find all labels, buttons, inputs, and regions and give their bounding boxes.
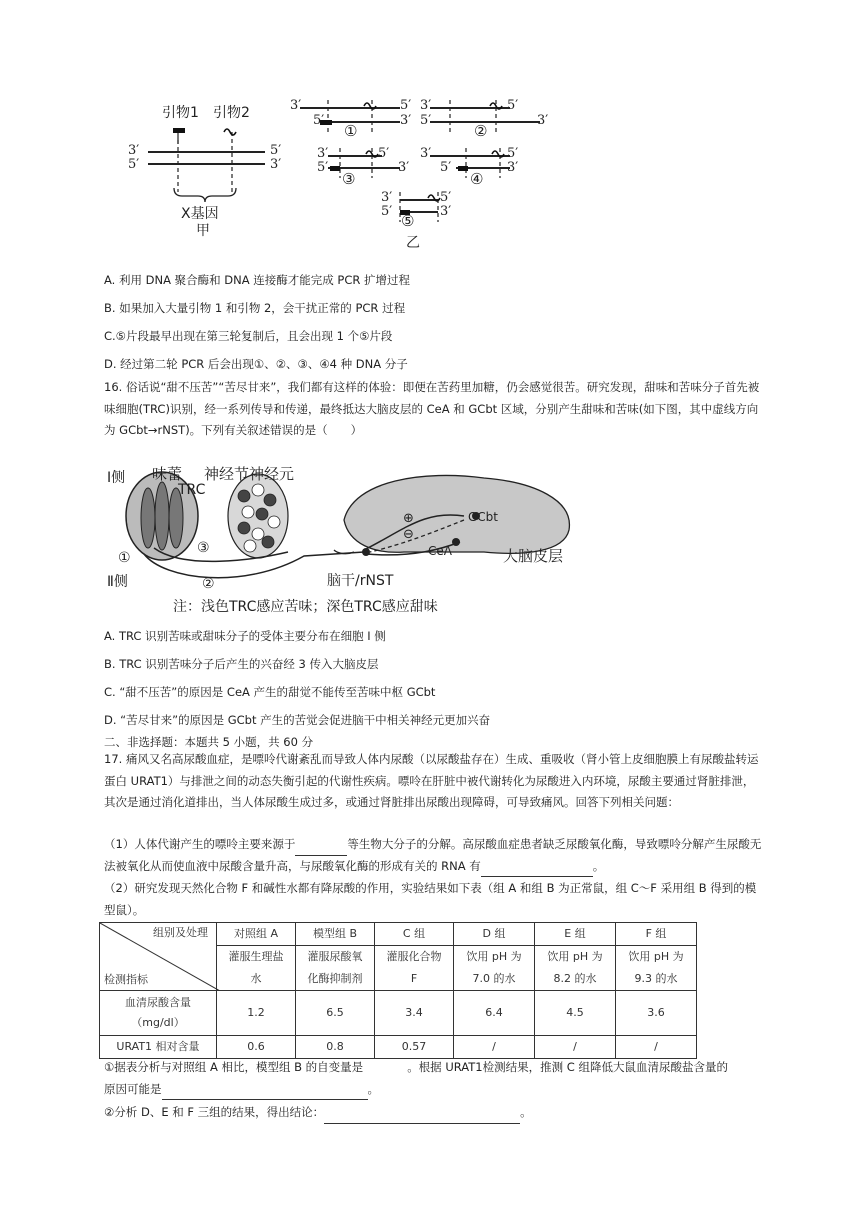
fig15-end-label: 5′ bbox=[507, 98, 519, 113]
table-corner-cell bbox=[100, 923, 217, 991]
fig15-end-label: 3′ bbox=[381, 190, 393, 205]
table-cell: 灌服尿酸氧 bbox=[296, 946, 375, 969]
table-cell: 7.0 的水 bbox=[454, 968, 535, 991]
fig15-end-label: 3′ bbox=[270, 157, 282, 172]
fig15-end-label: 5′ bbox=[378, 146, 390, 161]
row-label-line: （mg/dl） bbox=[131, 1016, 185, 1029]
fig15-end-label: 3′ bbox=[400, 113, 412, 128]
fig15-end-label: 5′ bbox=[313, 113, 325, 128]
table-cell: F bbox=[375, 968, 454, 991]
q15-option-c: C.⑤片段最早出现在第三轮复制后，且会出现 1 个⑤片段 bbox=[104, 329, 393, 343]
table-cell: 水 bbox=[217, 968, 296, 991]
q17-a1-part: 原因可能是 bbox=[104, 1081, 162, 1096]
q17-a1-part: 。 bbox=[367, 1081, 379, 1096]
primer2-label: 引物2 bbox=[213, 105, 250, 121]
q17-a2-part: ②分析 D、E 和 F 三组的结果，得出结论： bbox=[104, 1105, 325, 1119]
q17-a2-part: 。 bbox=[520, 1105, 532, 1119]
answer-blank[interactable] bbox=[481, 863, 593, 877]
path-3-label: ③ bbox=[197, 540, 210, 556]
fragment-5-label: ⑤ bbox=[401, 212, 415, 230]
q17-answer-2 bbox=[104, 1102, 764, 1124]
answer-blank[interactable] bbox=[162, 1086, 368, 1100]
cea-label: CeA bbox=[428, 544, 452, 558]
table-cell: 3.6 bbox=[616, 991, 697, 1036]
brainstem-label: 脑干/rNST bbox=[327, 573, 394, 589]
table-cell: 0.57 bbox=[375, 1036, 454, 1059]
table-cell: 9.3 的水 bbox=[616, 968, 697, 991]
q17-s1-part-b: 等生物大分子的分解。高尿酸血症患者缺乏尿酸氧化酶，导致嘌呤分解产生尿酸无法被氧化从而使血液中尿酸含量升高，与尿酸氧化酶的形成有关的 RNA 有 bbox=[104, 837, 762, 873]
table-cell: / bbox=[535, 1036, 616, 1059]
figure-caption-yi: 乙 bbox=[406, 235, 420, 251]
corner-bottom-label: 检测指标 bbox=[104, 973, 148, 986]
q16-option-c: C. “甜不压苦”的原因是 CeA 产生的甜觉不能传至苦味中枢 GCbt bbox=[104, 685, 436, 699]
fig15-end-label: 3′ bbox=[440, 204, 452, 219]
fig15-end-label: 3′ bbox=[420, 146, 432, 161]
corner-top-label: 组别及处理 bbox=[153, 926, 208, 939]
q17-answer-1 bbox=[104, 1057, 764, 1100]
q16-option-b: B. TRC 识别苦味分子后产生的兴奋经 3 传入大脑皮层 bbox=[104, 657, 379, 671]
q17-a1-part: ①据表分析与对照组 A 相比，模型组 B 的自变量是 bbox=[104, 1060, 364, 1074]
table-cell: 3.4 bbox=[375, 991, 454, 1036]
side-2-label: Ⅱ侧 bbox=[107, 574, 128, 590]
fig15-end-label: 5′ bbox=[440, 160, 452, 175]
fig15-end-label: 5′ bbox=[420, 113, 432, 128]
table-row-uric-acid bbox=[100, 991, 697, 1036]
fragment-3-label: ③ bbox=[342, 170, 356, 188]
table-cell: 0.8 bbox=[296, 1036, 375, 1059]
fig15-end-label: 5′ bbox=[400, 98, 412, 113]
table-cell: 6.4 bbox=[454, 991, 535, 1036]
fig15-end-label: 5′ bbox=[317, 160, 329, 175]
q16-stem: 16. 俗话说“甜不压苦”“苦尽甘来”，我们都有这样的体验：即便在苦药里加糖，仍会感觉很苦。研究发现，甜味和苦味分子首先被味细胞(TRC)识别，经一系列传导和传递，最终抵达大脑皮层的 CeA 和 GCbt 区域，分别产生甜味和苦味(如下图，其中虚线方向为 GCbt→rNST)。下列有关叙述错误的是（ ） bbox=[104, 380, 760, 437]
table-group-header: 对照组 A bbox=[217, 923, 296, 946]
table-cell: 6.5 bbox=[296, 991, 375, 1036]
table-cell: / bbox=[454, 1036, 535, 1059]
table-cell: 8.2 的水 bbox=[535, 968, 616, 991]
fig15-end-label: 5′ bbox=[381, 204, 393, 219]
q17-a1-part: 。根据 URAT1检测结果，推测 C 组降低大鼠血清尿酸盐含量的 bbox=[407, 1060, 728, 1074]
table-cell: 0.6 bbox=[217, 1036, 296, 1059]
table-cell: 1.2 bbox=[217, 991, 296, 1036]
side-1-label: Ⅰ侧 bbox=[107, 470, 126, 486]
fig15-end-label: 5′ bbox=[128, 157, 140, 172]
table-cell: 饮用 pH 为 bbox=[454, 946, 535, 969]
section-heading: 二、非选择题：本题共 5 小题，共 60 分 bbox=[104, 735, 314, 749]
fragment-1-label: ① bbox=[344, 122, 358, 140]
x-gene-label: X基因 bbox=[181, 206, 219, 222]
path-1-label: ① bbox=[118, 550, 131, 566]
primer1-label: 引物1 bbox=[162, 105, 199, 121]
row-label bbox=[100, 991, 217, 1036]
answer-blank[interactable] bbox=[324, 1110, 520, 1124]
fig15-end-label: 3′ bbox=[507, 160, 519, 175]
gcbt-label: GCbt bbox=[468, 510, 498, 524]
q17-subquestion-2: （2）研究发现天然化合物 F 和碱性水都有降尿酸的作用，实验结果如下表（组 A 和组 B 为正常鼠，组 C～F 采用组 B 得到的模型鼠）。 bbox=[104, 881, 757, 917]
table-cell: 灌服化合物 bbox=[375, 946, 454, 969]
table-cell: 灌服生理盐 bbox=[217, 946, 296, 969]
fig15-end-label: 3′ bbox=[420, 98, 432, 113]
fig15-end-label: 3′ bbox=[398, 160, 410, 175]
q15-option-b: B. 如果加入大量引物 1 和引物 2，会干扰正常的 PCR 过程 bbox=[104, 301, 406, 315]
fig15-end-label: 5′ bbox=[507, 146, 519, 161]
table-group-header: C 组 bbox=[375, 923, 454, 946]
q15-option-d: D. 经过第二轮 PCR 后会出现①、②、③、④4 种 DNA 分子 bbox=[104, 357, 408, 371]
table-cell: 饮用 pH 为 bbox=[616, 946, 697, 969]
q15-option-a: A. 利用 DNA 聚合酶和 DNA 连接酶才能完成 PCR 扩增过程 bbox=[104, 273, 411, 287]
fig15-end-label: 3′ bbox=[128, 143, 140, 158]
table-cell: 饮用 pH 为 bbox=[535, 946, 616, 969]
q16-option-a: A. TRC 识别苦味或甜味分子的受体主要分布在细胞 I 侧 bbox=[104, 629, 386, 643]
table-group-header: F 组 bbox=[616, 923, 697, 946]
fragment-4-label: ④ bbox=[470, 170, 484, 188]
figure-16-note: 注：浅色TRC感应苦味；深色TRC感应甜味 bbox=[173, 599, 438, 615]
fragment-2-label: ② bbox=[474, 122, 488, 140]
table-group-header: D 组 bbox=[454, 923, 535, 946]
ganglion-label: 神经节神经元 bbox=[204, 465, 295, 483]
inhibit-marker: ⊖ bbox=[403, 527, 414, 542]
cortex-label: 大脑皮层 bbox=[503, 547, 564, 565]
path-2-label: ② bbox=[202, 576, 215, 592]
table-group-header: E 组 bbox=[535, 923, 616, 946]
q17-stem: 17. 痛风又名高尿酸血症，是嘌呤代谢紊乱而导致人体内尿酸（以尿酸盐存在）生成、重吸收（肾小管上皮细胞膜上有尿酸盐转运蛋白 URAT1）与排泄之间的动态失衡引起的代谢性疾病。嘌呤在肝脏中被代谢转化为尿酸进入内环境，尿酸主要通过肾脏排泄，其次是通过消化道排出，当人体尿酸生成过多，或通过肾脏排出尿酸出现障碍，可导致痛风。回答下列相关问题： bbox=[104, 752, 759, 809]
table-cell: 化酶抑制剂 bbox=[296, 968, 375, 991]
q17-s1-part-a: （1）人体代谢产生的嘌呤主要来源于 bbox=[104, 837, 296, 851]
fig15-end-label: 5′ bbox=[440, 190, 452, 205]
table-cell: / bbox=[616, 1036, 697, 1059]
fig15-end-label: 5′ bbox=[270, 143, 282, 158]
fig15-end-label: 3′ bbox=[537, 113, 549, 128]
q17-subquestion-1 bbox=[104, 834, 764, 877]
table-row-urat1 bbox=[100, 1036, 697, 1059]
excite-marker: ⊕ bbox=[403, 511, 414, 526]
taste-bud-label: 味蕾 bbox=[152, 465, 183, 483]
row-label: URAT1 相对含量 bbox=[100, 1036, 217, 1059]
table-cell: 4.5 bbox=[535, 991, 616, 1036]
answer-blank[interactable] bbox=[363, 1066, 407, 1079]
table-group-header: 模型组 B bbox=[296, 923, 375, 946]
experiment-table bbox=[99, 922, 697, 1059]
trc-label: TRC bbox=[178, 482, 206, 498]
q16-option-d: D. “苦尽甘来”的原因是 GCbt 产生的苦觉会促进脑干中相关神经元更加兴奋 bbox=[104, 713, 491, 727]
row-label-line: 血清尿酸含量 bbox=[125, 996, 191, 1009]
fig15-end-label: 3′ bbox=[290, 98, 302, 113]
fig15-end-label: 3′ bbox=[317, 146, 329, 161]
answer-blank[interactable] bbox=[295, 842, 347, 856]
q17-s1-part-c: 。 bbox=[592, 858, 605, 873]
figure-caption-jia: 甲 bbox=[196, 223, 210, 239]
table-header-row bbox=[100, 923, 697, 946]
